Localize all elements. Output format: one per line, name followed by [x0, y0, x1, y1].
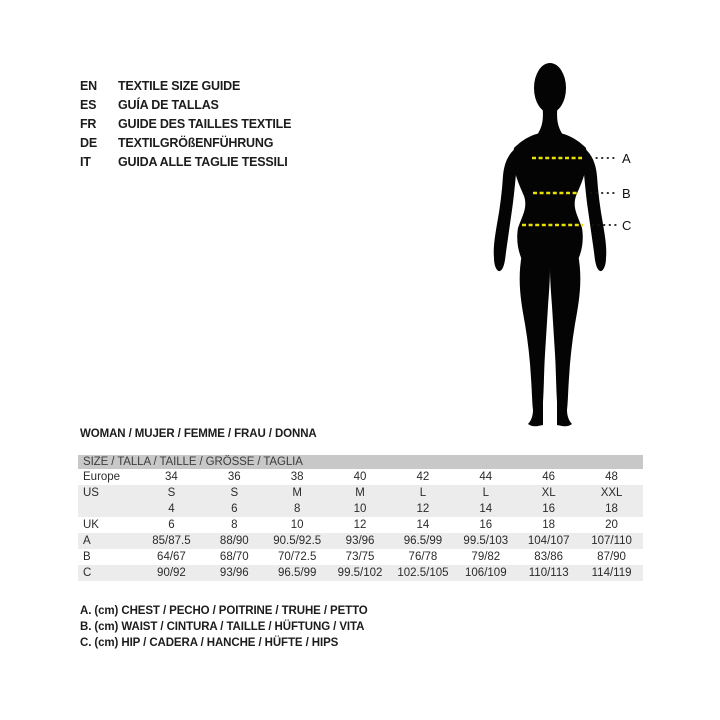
language-title: TEXTILE SIZE GUIDE: [118, 78, 241, 93]
language-title: GUÍA DE TALLAS: [118, 97, 219, 112]
table-row-hip-cm: [78, 565, 643, 581]
size-value: 87/90: [597, 551, 626, 563]
size-value: 96.5/99: [278, 567, 317, 579]
size-value: 14: [479, 503, 493, 515]
size-value: 99.5/102: [337, 567, 383, 579]
size-value: 8: [231, 519, 238, 531]
size-value: 4: [168, 503, 175, 515]
language-title: GUIDE DES TAILLES TEXTILE: [118, 116, 292, 131]
size-value: XXL: [600, 487, 623, 499]
size-value: 40: [353, 471, 367, 483]
size-value: 76/78: [408, 551, 438, 563]
size-value: 106/109: [465, 567, 507, 579]
size-value: 44: [479, 471, 493, 483]
size-value: 83/86: [534, 551, 564, 563]
size-value: 96.5/99: [403, 535, 443, 547]
table-row-us: [78, 485, 643, 501]
size-value: 10: [353, 503, 367, 515]
size-value: M: [355, 487, 365, 499]
size-value: 42: [416, 471, 430, 483]
gender-heading: WOMAN / MUJER / FEMME / FRAU / DONNA: [80, 428, 317, 440]
size-value: L: [482, 487, 490, 499]
size-value: 8: [293, 503, 301, 515]
language-row-it: [80, 152, 291, 171]
language-code: EN: [80, 78, 97, 93]
table-row-europe: [78, 469, 643, 485]
size-value: 10: [290, 519, 304, 531]
row-label: [78, 501, 140, 517]
size-value: 93/96: [345, 535, 375, 547]
table-row-waist-cm: [78, 549, 643, 565]
language-code: IT: [80, 154, 91, 169]
size-value: 20: [605, 519, 618, 531]
language-row-es: [80, 95, 291, 114]
size-value: 107/110: [591, 535, 632, 547]
measurement-notes: [80, 603, 368, 651]
size-value: 12: [416, 503, 430, 515]
language-code: ES: [80, 97, 97, 112]
size-value: S: [230, 487, 239, 499]
size-value: 90.5/92.5: [273, 535, 322, 547]
size-value: 64/67: [157, 551, 186, 563]
size-value: 36: [227, 471, 241, 483]
row-label: A: [83, 535, 91, 547]
size-value: 18: [605, 503, 618, 515]
size-value: 99.5/103: [463, 535, 509, 547]
measure-label-b: B: [622, 186, 631, 201]
row-label: Europe: [83, 471, 121, 483]
size-value: XL: [541, 487, 556, 499]
language-row-de: [80, 133, 291, 152]
size-value: 70/72.5: [278, 551, 317, 563]
size-value: 46: [542, 471, 556, 483]
row-label: C: [83, 567, 92, 579]
size-value: 6: [168, 519, 175, 531]
row-label: UK: [83, 519, 99, 531]
table-row-chest-cm: [78, 533, 643, 549]
language-title: GUIDA ALLE TAGLIE TESSILI: [118, 154, 288, 169]
row-label: B: [83, 551, 91, 563]
size-value: 102.5/105: [397, 567, 449, 579]
language-row-en: [80, 76, 291, 95]
measure-label-c: C: [622, 218, 632, 233]
size-value: 79/82: [471, 551, 501, 563]
table-row-us-numeric: [78, 501, 643, 517]
size-value: 14: [416, 519, 430, 531]
table-row-uk: [78, 517, 643, 533]
measure-label-a: A: [622, 151, 631, 166]
size-value: 114/119: [591, 567, 632, 579]
language-code: FR: [80, 116, 97, 131]
note-hip: C. (cm) HIP / CADERA / HANCHE / HÜFTE / HIPS: [80, 637, 339, 649]
language-list: [80, 76, 291, 171]
woman-silhouette-icon: [470, 56, 640, 436]
woman-silhouette: [494, 63, 607, 426]
language-title: TEXTILGRÖßENFÜHRUNG: [118, 135, 274, 150]
size-value: 73/75: [345, 551, 375, 563]
row-label: US: [83, 487, 99, 499]
size-value: 88/90: [219, 535, 249, 547]
size-value: 6: [231, 503, 238, 515]
size-value: 90/92: [157, 567, 186, 579]
size-value: M: [292, 487, 302, 499]
language-row-fr: [80, 114, 291, 133]
size-value: L: [419, 487, 427, 499]
size-table: [78, 455, 643, 581]
size-value: 104/107: [527, 535, 570, 547]
size-value: 68/70: [219, 551, 249, 563]
language-code: DE: [80, 135, 97, 150]
size-value: 34: [165, 471, 178, 483]
size-value: 38: [290, 471, 304, 483]
size-value: 93/96: [219, 567, 249, 579]
size-value: 110/113: [528, 567, 569, 579]
size-value: 12: [353, 519, 367, 531]
size-table-header: SIZE / TALLA / TAILLE / GRÖSSE / TAGLIA: [78, 455, 643, 469]
size-value: 16: [479, 519, 493, 531]
size-value: S: [167, 487, 176, 499]
note-waist: B. (cm) WAIST / CINTURA / TAILLE / HÜFTUNG / VITA: [80, 621, 365, 633]
size-value: 16: [542, 503, 556, 515]
size-value: 85/87.5: [152, 535, 191, 547]
size-value: 48: [605, 471, 618, 483]
size-value: 18: [542, 519, 556, 531]
note-chest: A. (cm) CHEST / PECHO / POITRINE / TRUHE / PETTO: [80, 605, 368, 617]
